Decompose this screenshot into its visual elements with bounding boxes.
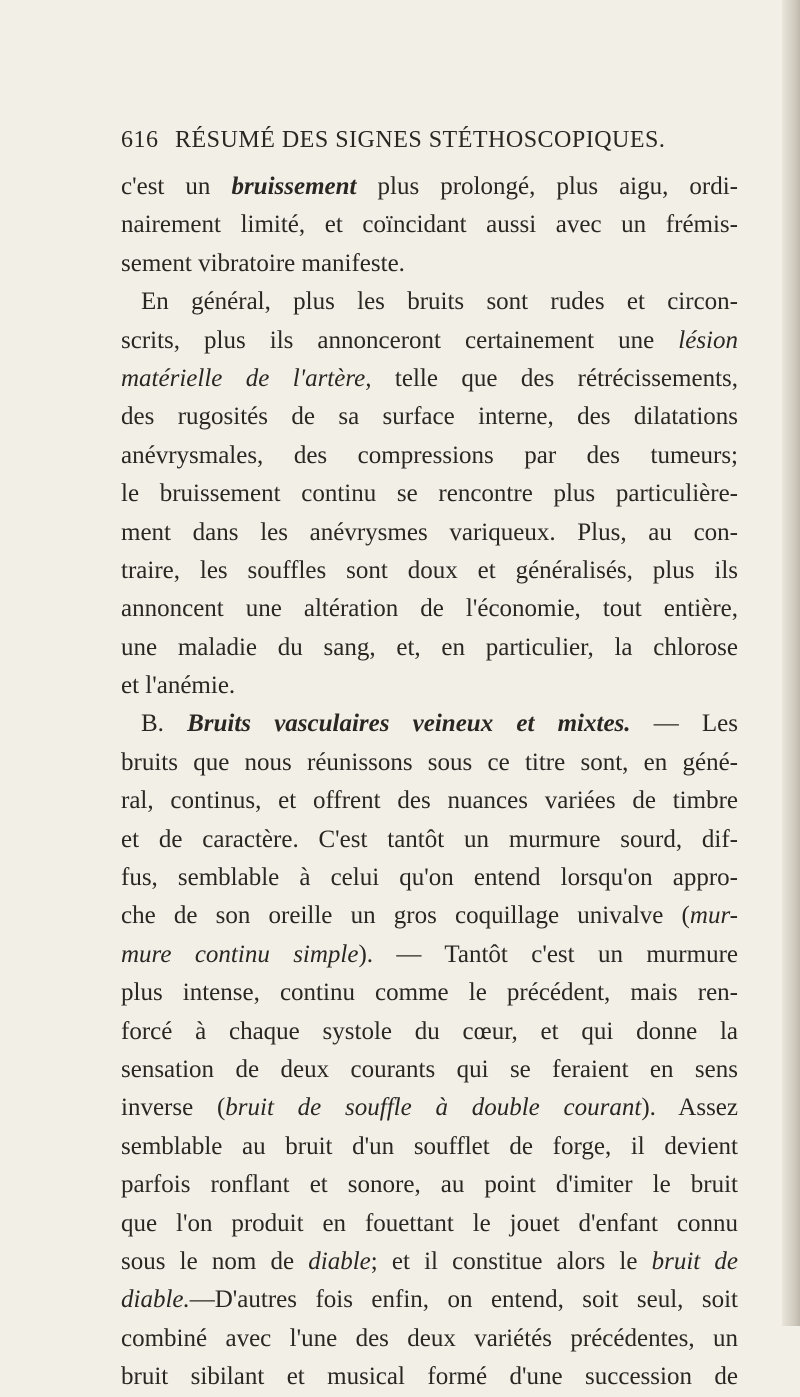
text-line (121, 1128, 738, 1166)
emphasis-text: lésion (678, 326, 738, 354)
emphasis-text: mur- (689, 902, 738, 930)
text-line (121, 245, 738, 283)
text-line (121, 168, 738, 206)
text-segment: ment dans les anévrysmes variqueux. Plus, au con- (121, 518, 738, 546)
text-line (121, 360, 738, 398)
emphasis-text: bruissement (231, 173, 357, 200)
text-line (121, 974, 738, 1012)
text-segment: forcé à chaque systole du cœur, et qui donne la (121, 1017, 738, 1045)
text-line (121, 1243, 738, 1281)
text-segment: telle que des rétrécissements, (371, 364, 738, 392)
text-segment: semblable au bruit d'un soufflet de forge, il devient (121, 1132, 738, 1160)
text-segment: sous le nom de (121, 1247, 309, 1275)
text-line (121, 821, 738, 859)
text-segment: et de caractère. C'est tantôt un murmure sourd, dif- (121, 825, 738, 853)
text-line (121, 1205, 738, 1243)
emphasis-text: matérielle de l'artère, (121, 364, 372, 392)
text-segment: nairement limité, et coïncidant aussi avec un frémis- (121, 211, 738, 239)
body-text (121, 168, 738, 1397)
text-segment: B. (141, 710, 188, 738)
text-line (121, 782, 738, 820)
text-line (121, 705, 738, 743)
text-line (121, 629, 738, 667)
text-line (121, 936, 738, 974)
text-line (121, 398, 738, 436)
text-segment: En général, plus les bruits sont rudes et circon- (141, 288, 738, 316)
emphasis-text: mure continu simple (121, 940, 359, 968)
text-line (121, 667, 738, 705)
emphasis-text: Bruits vasculaires veineux et mixtes. (187, 710, 631, 738)
text-segment: traire, les souffles sont doux et généralisés, plus ils (121, 556, 738, 584)
text-segment: combiné avec l'une des deux variétés précédentes, un (121, 1324, 738, 1352)
text-line (121, 437, 738, 475)
text-segment: c'est un (121, 173, 232, 200)
emphasis-text: bruit de (651, 1247, 738, 1275)
text-segment: fus, semblable à celui qu'on entend lorsqu'on appro- (121, 864, 738, 892)
page-number: 616 (121, 127, 159, 153)
text-line (121, 744, 738, 782)
text-line (121, 206, 738, 244)
text-line (121, 475, 738, 513)
text-line (121, 1089, 738, 1127)
text-line (121, 514, 738, 552)
text-segment: ). Assez (641, 1094, 738, 1122)
page-edge-shadow (782, 0, 800, 1326)
text-segment: plus intense, continu comme le précédent, mais ren- (121, 979, 738, 1007)
text-segment: que l'on produit en fouettant le jouet d'enfant connu (121, 1209, 738, 1237)
text-line (121, 1013, 738, 1051)
text-segment: sement vibratoire manifeste. (121, 249, 405, 277)
text-segment: bruit sibilant et musical formé d'une succession de (121, 1363, 738, 1391)
text-segment: des rugosités de sa surface interne, des dilatations (121, 403, 738, 431)
text-line (121, 322, 738, 360)
text-segment: scrits, plus ils annonceront certainement une (121, 326, 679, 354)
text-segment: sensation de deux courants qui se feraient en sens (121, 1055, 738, 1083)
text-line (121, 1358, 738, 1396)
text-segment: anévrysmales, des compressions par des tumeurs; (121, 441, 738, 469)
text-segment: bruits que nous réunissons sous ce titre sont, en géné- (121, 748, 738, 776)
text-line (121, 1281, 738, 1319)
text-segment: plus prolongé, plus aigu, ordi- (356, 173, 738, 200)
text-segment: une maladie du sang, et, en particulier, la chlorose (121, 633, 738, 661)
text-segment: ). — Tantôt c'est un murmure (358, 940, 738, 968)
text-line (121, 590, 738, 628)
text-line (121, 1051, 738, 1089)
text-segment: ; et il constitue alors le (370, 1247, 652, 1275)
text-segment: le bruissement continu se rencontre plus particulière- (121, 480, 738, 508)
text-line (121, 283, 738, 321)
emphasis-text: bruit de souffle à double courant (225, 1094, 642, 1122)
text-segment: annoncent une altération de l'économie, tout entière, (121, 595, 738, 623)
text-segment: ral, continus, et offrent des nuances variées de timbre (121, 787, 738, 815)
emphasis-text: diable (308, 1247, 371, 1275)
text-segment: — Les (630, 710, 738, 738)
text-segment: et l'anémie. (121, 672, 236, 700)
text-segment: —D'autres fois enfin, on entend, soit seul, soit (189, 1286, 738, 1314)
text-line (121, 859, 738, 897)
emphasis-text: diable. (121, 1286, 190, 1314)
text-line (121, 1320, 738, 1358)
running-header (121, 127, 721, 154)
text-line (121, 897, 738, 935)
text-line (121, 1166, 738, 1204)
text-segment: parfois ronflant et sonore, au point d'imiter le bruit (121, 1171, 738, 1199)
text-segment: che de son oreille un gros coquillage univalve ( (121, 902, 690, 930)
text-segment: inverse ( (121, 1094, 226, 1122)
text-line (121, 552, 738, 590)
running-title: RÉSUMÉ DES SIGNES STÉTHOSCOPIQUES. (175, 127, 666, 153)
